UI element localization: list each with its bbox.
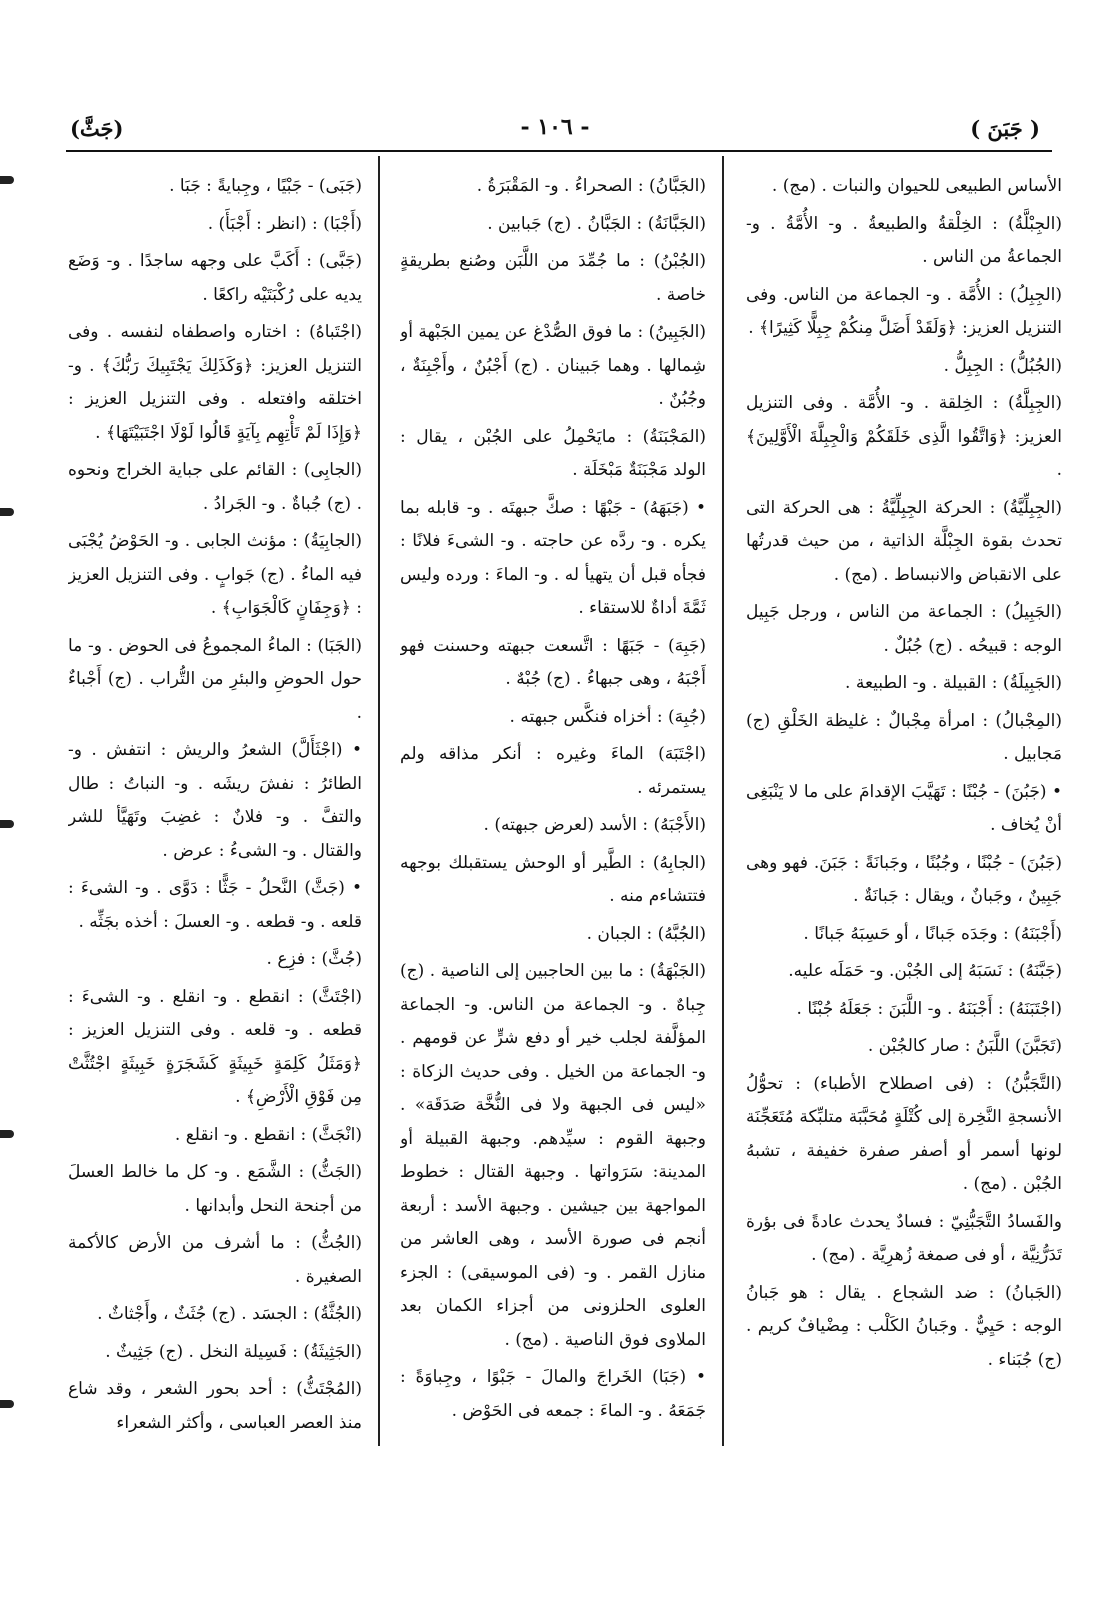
dictionary-entry: • (جَبُنَ) - جُبْنًا : تَهَيَّبَ الإقدامَ على ما لا يَنْبَغِى أنْ يُخاف . [746,781,1062,835]
dictionary-entry: (اجْتَباهُ) : اختاره واصطفاه لنفسه . وفى التنزيل العزيز: ﴿وَكَذَلِكَ يَجْتَبِيكَ رَبُّكَ﴾ . و- اختلقه وافتعله . وفى التنزيل العزيز : ﴿وَإِذَا لَمْ تَأْتِهِم بِآيَةٍ قَالُوا لَوْلَا اجْتَبَيْتَهَا﴾ . [68,322,362,443]
dictionary-entry: (تَجَبَّنَ) اللَّبَنُ : صار كالجُبْن . [867,1036,1062,1056]
dictionary-entry: (الجَثِيثَةُ) : فَسِيلة النخل . (ج) جَثِيثٌ . [105,1341,362,1362]
dictionary-entry: (أَجْبَنَهُ) : وجَدَه جَبانًا ، أو حَسِبَهُ جَبانًا . [803,923,1062,944]
dictionary-entry: (المَجْبَنَةُ) : مايَحْمِلُ على الجُبْن ، يقال : الولد مَجْبَنَةٌ مَبْخَلَة . [400,426,706,480]
dictionary-entry: (الجِبْلَّةُ) : الخِلْقةُ والطبيعةُ . و- الأُمَّةُ . و- الجماعةُ من الناس . [746,213,1062,267]
dictionary-entry: (الجِبِلِّيَّةُ) : الحركة الجِبِلِّيَّةُ : هى الحركة التى تحدث بقوة الجِبْلَّة الذاتية ، من حيث قدرتُها على الانقباض والانبساط . (مج) . [746,497,1062,585]
dictionary-entry: • (جَبَا) الخَراجَ والمالَ - جَبْوًا ، وجِباوَةً : جَمَعَهُ . و- الماءَ : جمعه فى الحَوْض . [400,1367,706,1421]
page-number: - ١٠٦ - [520,114,590,140]
dictionary-entry: (الجَبِينُ) : ما فوق الصُّدْغ عن يمين الجَبْهة أو شِمالها . وهما جَبينان . (ج) أَجْبُنٌ ، وأَجْبِنَةٌ ، وجُبُنٌ . [400,322,706,409]
dictionary-entry: (اجْتَثَّ) : انقطع . و- انقلع . و- الشىءَ : قطعه . و- قلعه . وفى التنزيل العزيز : ﴿وَمَثَلُ كَلِمَةٍ خَبِيثَةٍ كَشَجَرَةٍ خَبِيثَةٍ اجْتُثَّتْ مِن فَوْقِ الْأَرْضِ﴾ . [68,986,362,1107]
column-left [68,170,362,1440]
dictionary-entry: (الجَبَا) : الماءُ المجموعُ فى الحوض . و- ما حول الحوضِ والبئرِ من التُّراب . (ج) أَجْباءٌ . [68,635,362,723]
dictionary-entry: (جُثَّ) : فزِع . [266,949,362,969]
dictionary-entry: (الجَبِيلُ) : الجماعة من الناس ، ورجل جَبِيل الوجه : قبيحُه . (ج) جُبُلٌ . [746,602,1062,656]
dictionary-entry: • (جَثَّ) النَّحلُ - جَثًّا : دَوَّى . و- الشىءَ : قلعه . و- قطعه . و- العسلَ : أخذه بجَثِّه . [68,878,362,932]
dictionary-entry: (الجابِيَةُ) : مؤنث الجابى . و- الحَوْضُ يُجْبَى فيه الماءُ . (ج) جَوابٍ . وفى التنزيل العزيز : ﴿وَجِفَانٍ كَالْجَوَابِ﴾ . [68,531,362,618]
scan-margin-mark [0,508,14,516]
scan-margin-mark [0,176,14,184]
guide-word-left: (جَثَّ) [70,116,124,141]
dictionary-entry: (المِجْبالُ) : امرأة مِجْبالٌ : غليظة الخَلْقِ (ج) مَجابيل . [746,710,1062,764]
dictionary-entry: (الجُثُّ) : ما أشرف من الأرض كالأكمة الصغيرة . [68,1233,362,1287]
column-divider [378,156,380,1446]
dictionary-entry: والفَسادُ التَّجَبُّنِيّ : فسادٌ يحدث عادةً فى بؤرة تَدَرُّنِيَّة ، أو فى صمغة زُهرِيَّة . (مج) . [746,1211,1062,1265]
dictionary-entry: (الجِبِلَّةُ) : الخِلقة . و- الأُمَّة . وفى التنزيل العزيز: ﴿وَاتَّقُوا الَّذِى خَلَقَكُمْ وَالْجِبِلَّةَ الْأَوَّلِينَ﴾ . [746,393,1062,480]
dictionary-entry: (الجُبْنُ) : ما جُمِّدَ من اللَّبَن وصُنع بطريقةٍ خاصة . [400,251,706,305]
dictionary-entry: (جَبُنَ) - جُبْنًا ، وجُبُنًا ، وجَبانَةً : جَبَنَ. فهو وهى جَبِينٌ ، وجَبانٌ ، ويقال : جَبانَةٌ . [746,852,1062,906]
column-middle [400,170,706,1440]
dictionary-entry: (الجِبِلُ) : الأُمَّة . و- الجماعة من الناس. وفى التنزيل العزيز: ﴿وَلَقَدْ أَضَلَّ مِنكُمْ جِبِلًّا كَثِيرًا﴾ . [746,284,1062,338]
dictionary-entry: (الجُبُلُّ) : الجِبِلُّ . [943,355,1062,376]
column-divider [722,156,724,1446]
dictionary-entry: • (جَبَهَهُ) - جَبْهًا : صكَّ جبهتَه . و- قابله بما يكره . و- ردَّه عن حاجته . و- الشىءَ فلانًا : فجأه قبل أن يتهيأ له . و- الماءَ : ورده وليس ثَمَّةَ أداةٌ للاستقاء . [400,497,706,618]
dictionary-entry: (اجْتَبَهَ) الماءَ وغيره : أنكر مذاقه ولم يستمرئه . [400,744,706,798]
dictionary-entry: • (اجْثَأَلَّ) الشعرُ والريش : انتفش . و- الطائرُ : نفشَ ريشَه . و- النباتُ : طال والتفَّ . و- فلانٌ : غضِبَ وتَهَيَّأ للشر والقتال . و- الشىءُ : عرض . [68,740,362,861]
scan-margin-mark [0,1400,14,1408]
dictionary-entry: (الجُبَّهُ) : الجبان . [586,923,706,944]
dictionary-entry: (الجَثُّ) : الشَّمَع . و- كل ما خالط العسلَ من أجنحة النحل وأبدانها . [68,1162,362,1216]
dictionary-entry: (جَبَّنَهُ) : نَسَبَهُ إلى الجُبْن. و- حَمَلَه عليه. [788,961,1062,981]
dictionary-entry: الأساس الطبيعى للحيوان والنبات . (مج) . [771,176,1062,196]
dictionary-entry: (الجابِى) : القائم على جباية الخراج ونحوه . (ج) جُباةٌ . و- الجَرادُ . [68,460,362,514]
dictionary-entry: (جَبَى) - جَبْيًا ، وجِبايةً : جَبَا . [169,176,362,196]
dictionary-entry: (أَجْبَا) : (انظر : أَجْبَأَ) . [207,213,362,234]
dictionary-entry: (جَبِهَ) - جَبَهًا : اتَّسعت جبهته وحسنت فهو أَجْبَهُ ، وهى جبهاءُ . (ج) جُبْهٌ . [400,635,706,689]
header-rule [66,150,1052,152]
dictionary-entry: (الجَبَّانَةُ) : الجَبَّانُ . (ج) جَبابين . [487,213,706,234]
dictionary-entry: (انْجَثَّ) : انقطع . و- انقلع . [174,1124,362,1145]
scan-margin-mark [0,1130,14,1138]
dictionary-entry: (الجَبانُ) : ضد الشجاع . يقال : هو جَبانُ الوجه : حَيِيٌّ . وجَبانُ الكَلْب : مِضْيافٌ كريم . (ج) جُبَناء . [746,1282,1062,1370]
dictionary-entry: (جَبَّى) : أَكَبَّ على وجهه ساجدًا . و- وَضَع يديه على رُكْبَتَيْه راكعًا . [68,251,362,305]
dictionary-entry: (جُبِهَ) : أخزاه فنكَّس جبهته . [509,706,706,727]
dictionary-entry: (الجَبَّانُ) : الصحراءُ . و- المَقْبَرَةُ . [476,176,706,196]
page-header [70,112,1040,152]
dictionary-entry: (التَّجَبُّنُ) : (فى اصطلاح الأطباء) : تحوُّلُ الأنسجةِ النَّخِرة إلى كُتْلَةٍ مُحَبَّبَة متلبِّكة مُتَعَجِّنَة لونها أسمر أو أصفر صفرة خفيفة ، تشبهُ الجُبْن . (مج) . [746,1073,1062,1194]
dictionary-entry: (المُجْتَثُّ) : أحد بحور الشعر ، وقد شاع منذ العصر العباسى ، وأكثر الشعراء [68,1379,362,1433]
column-right [746,170,1062,1440]
scan-margin-mark [0,820,14,828]
dictionary-entry: (الأَجْبَهُ) : الأسد (لعرض جبهته) . [483,815,706,835]
dictionary-entry: (الجَبِيلَةُ) : القبيلة . و- الطبيعة . [845,673,1062,693]
guide-word-right: ( جَبَنَ ) [970,116,1040,141]
dictionary-entry: (الجُثَّةُ) : الجسَد . (ج) جُثَثٌ ، وأَجْثاثٌ . [97,1304,362,1324]
dictionary-entry: (الجابِهُ) : الطَّير أو الوحش يستقبلك بوجهه فتتشاءم منه . [400,852,706,906]
dictionary-entry: (اجْتَبَنَهُ) : أَجْبَنَهُ . و- اللَّبَنَ : جَعَلَهُ جُبْنًا . [796,998,1062,1019]
dictionary-entry: (الجَبْهَةُ) : ما بين الحاجبين إلى الناصية . (ج) جِباهٌ . و- الجماعة من الناس. و- الجماعة المؤلَّفة لجلب خير أو دفع شرٍّ عن قومهم . و- الجماعة من الخيل . وفى حديث الزكاة : «ليس فى الجبهة ولا فى النُّخَّة صَدَقَة» . وجبهة القوم : سيِّدهم. وجبهة القبيلة أو المدينة: سَرَواتها . وجبهة القتال : خطوط المواجهة بين جيشين . وجبهة الأسد : أربعة أنجم فى صورة الأسد ، وهى العاشر من منازل القمر . و- (فى الموسيقى) : الجزء العلوى الحلزونى من أجزاء الكمان بعد الملاوى فوق الناصية . (مج) . [400,961,706,1350]
